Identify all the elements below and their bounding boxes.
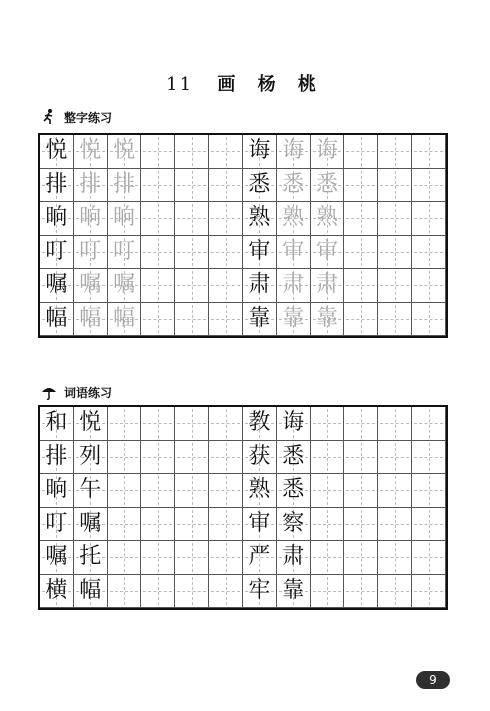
trace-character: 诲	[282, 138, 305, 164]
grid-cell	[378, 236, 412, 270]
trace-character: 悉	[282, 171, 305, 197]
grid-cell	[311, 135, 345, 169]
grid-cell	[378, 202, 412, 236]
grid-cell	[40, 202, 74, 236]
model-character: 悉	[282, 477, 305, 503]
grid-cell	[108, 202, 142, 236]
grid-cell	[412, 135, 446, 169]
model-character: 午	[79, 477, 102, 503]
trace-character: 叮	[113, 238, 136, 264]
trace-character: 靠	[316, 305, 339, 331]
grid-cell	[277, 169, 311, 203]
grid-cell	[243, 135, 277, 169]
grid-cell	[141, 407, 175, 441]
grid-cell	[412, 575, 446, 609]
grid-cell	[277, 202, 311, 236]
grid-cell	[74, 202, 108, 236]
lesson-number: 11	[166, 74, 194, 95]
grid-row	[40, 407, 446, 441]
model-character: 审	[248, 238, 271, 264]
model-character: 悉	[248, 171, 271, 197]
grid-cell	[344, 135, 378, 169]
grid-cell	[108, 441, 142, 475]
model-character: 察	[282, 510, 305, 536]
grid-cell	[243, 508, 277, 542]
model-character: 熟	[248, 205, 271, 231]
runner-icon	[40, 108, 58, 126]
page-number: 9	[416, 671, 450, 689]
grid-cell	[175, 441, 209, 475]
grid-cell	[74, 303, 108, 337]
grid-cell	[175, 508, 209, 542]
grid-cell	[311, 508, 345, 542]
grid-cell	[141, 541, 175, 575]
grid-cell	[108, 135, 142, 169]
grid-cell	[209, 441, 243, 475]
grid-cell	[344, 474, 378, 508]
grid-cell	[141, 303, 175, 337]
grid-cell	[74, 474, 108, 508]
trace-character: 嘱	[113, 272, 136, 298]
umbrella-icon	[40, 383, 58, 401]
grid-cell	[277, 303, 311, 337]
lesson-title	[0, 70, 490, 96]
model-character: 肃	[282, 544, 305, 570]
model-character: 晌	[45, 477, 68, 503]
grid-cell	[175, 202, 209, 236]
grid-cell	[311, 269, 345, 303]
model-character: 排	[45, 171, 68, 197]
model-character: 横	[45, 577, 68, 603]
grid-cell	[175, 474, 209, 508]
model-character: 晌	[45, 205, 68, 231]
grid-cell	[108, 236, 142, 270]
grid-cell	[378, 541, 412, 575]
grid-cell	[175, 575, 209, 609]
grid-cell	[175, 303, 209, 337]
grid-cell	[378, 441, 412, 475]
grid-cell	[209, 269, 243, 303]
grid-cell	[74, 407, 108, 441]
grid-cell	[141, 202, 175, 236]
grid-cell	[344, 575, 378, 609]
grid-cell	[74, 508, 108, 542]
grid-cell	[74, 269, 108, 303]
grid-cell	[243, 407, 277, 441]
model-character: 肃	[248, 272, 271, 298]
grid-row	[40, 474, 446, 508]
model-character: 教	[248, 410, 271, 436]
grid-row	[40, 135, 446, 169]
model-character: 嘱	[45, 272, 68, 298]
grid-cell	[378, 508, 412, 542]
grid-cell	[243, 541, 277, 575]
model-character: 严	[248, 544, 271, 570]
grid-cell	[209, 575, 243, 609]
grid-cell	[209, 541, 243, 575]
section-character-practice	[40, 108, 112, 126]
title-word: 杨	[257, 74, 278, 95]
grid-cell	[74, 236, 108, 270]
grid-row	[40, 575, 446, 609]
trace-character: 审	[316, 238, 339, 264]
grid-cell	[344, 236, 378, 270]
trace-character: 幅	[79, 305, 102, 331]
grid-cell	[40, 303, 74, 337]
section-word-practice	[40, 383, 112, 401]
model-character: 嘱	[79, 510, 102, 536]
trace-character: 熟	[282, 205, 305, 231]
grid-cell	[277, 474, 311, 508]
trace-character: 悉	[316, 171, 339, 197]
grid-cell	[175, 269, 209, 303]
grid-cell	[40, 269, 74, 303]
grid-cell	[412, 441, 446, 475]
grid-cell	[141, 575, 175, 609]
grid-cell	[311, 303, 345, 337]
trace-character: 诲	[316, 138, 339, 164]
grid-cell	[243, 441, 277, 475]
trace-character: 晌	[79, 205, 102, 231]
grid-cell	[412, 407, 446, 441]
grid-cell	[175, 169, 209, 203]
grid-cell	[243, 575, 277, 609]
grid-cell	[378, 407, 412, 441]
grid-cell	[175, 407, 209, 441]
grid-row	[40, 441, 446, 475]
grid-cell	[108, 508, 142, 542]
grid-cell	[243, 202, 277, 236]
grid-cell	[378, 169, 412, 203]
model-character: 悦	[79, 410, 102, 436]
grid-cell	[311, 541, 345, 575]
trace-character: 悦	[113, 138, 136, 164]
grid-cell	[74, 441, 108, 475]
grid-cell	[311, 575, 345, 609]
grid-cell	[74, 135, 108, 169]
model-character: 幅	[79, 577, 102, 603]
grid-row	[40, 541, 446, 575]
grid-cell	[209, 236, 243, 270]
grid-row	[40, 303, 446, 337]
section-label: 词语练习	[64, 385, 113, 400]
word-practice-grid	[38, 405, 448, 610]
model-character: 靠	[248, 305, 271, 331]
grid-cell	[412, 202, 446, 236]
grid-cell	[344, 508, 378, 542]
grid-cell	[40, 541, 74, 575]
grid-cell	[277, 541, 311, 575]
grid-cell	[243, 303, 277, 337]
character-practice-grid	[38, 133, 448, 338]
grid-cell	[412, 236, 446, 270]
grid-cell	[40, 135, 74, 169]
grid-cell	[141, 169, 175, 203]
trace-character: 靠	[282, 305, 305, 331]
grid-cell	[141, 236, 175, 270]
grid-cell	[311, 474, 345, 508]
title-word: 画	[217, 74, 238, 95]
grid-cell	[243, 169, 277, 203]
grid-cell	[412, 508, 446, 542]
grid-cell	[175, 541, 209, 575]
grid-cell	[311, 407, 345, 441]
grid-cell	[344, 541, 378, 575]
grid-cell	[243, 236, 277, 270]
grid-cell	[277, 269, 311, 303]
grid-cell	[344, 202, 378, 236]
grid-cell	[378, 135, 412, 169]
grid-row	[40, 236, 446, 270]
trace-character: 排	[113, 171, 136, 197]
grid-cell	[209, 202, 243, 236]
trace-character: 叮	[79, 238, 102, 264]
grid-cell	[277, 236, 311, 270]
model-character: 幅	[45, 305, 68, 331]
grid-cell	[74, 169, 108, 203]
trace-character: 嘱	[79, 272, 102, 298]
grid-cell	[412, 169, 446, 203]
grid-cell	[40, 474, 74, 508]
trace-character: 熟	[316, 205, 339, 231]
trace-character: 肃	[316, 272, 339, 298]
grid-cell	[141, 441, 175, 475]
grid-cell	[378, 575, 412, 609]
grid-cell	[175, 236, 209, 270]
model-character: 和	[45, 410, 68, 436]
grid-cell	[209, 303, 243, 337]
trace-character: 审	[282, 238, 305, 264]
grid-cell	[412, 303, 446, 337]
grid-cell	[175, 135, 209, 169]
grid-cell	[108, 303, 142, 337]
grid-cell	[277, 135, 311, 169]
grid-cell	[412, 474, 446, 508]
trace-character: 悦	[79, 138, 102, 164]
grid-cell	[378, 474, 412, 508]
grid-cell	[277, 508, 311, 542]
model-character: 审	[248, 510, 271, 536]
grid-cell	[74, 575, 108, 609]
grid-cell	[141, 474, 175, 508]
grid-cell	[108, 575, 142, 609]
model-character: 靠	[282, 577, 305, 603]
grid-cell	[378, 303, 412, 337]
model-character: 诲	[282, 410, 305, 436]
grid-cell	[40, 441, 74, 475]
grid-cell	[209, 508, 243, 542]
grid-cell	[412, 269, 446, 303]
grid-cell	[277, 407, 311, 441]
model-character: 嘱	[45, 544, 68, 570]
grid-cell	[108, 474, 142, 508]
grid-cell	[311, 202, 345, 236]
grid-cell	[344, 441, 378, 475]
trace-character: 排	[79, 171, 102, 197]
grid-cell	[108, 541, 142, 575]
grid-cell	[40, 575, 74, 609]
grid-cell	[209, 169, 243, 203]
grid-cell	[344, 269, 378, 303]
grid-row	[40, 169, 446, 203]
grid-cell	[108, 169, 142, 203]
grid-cell	[311, 441, 345, 475]
model-character: 诲	[248, 138, 271, 164]
model-character: 悦	[45, 138, 68, 164]
grid-cell	[412, 541, 446, 575]
grid-cell	[311, 169, 345, 203]
trace-character: 晌	[113, 205, 136, 231]
model-character: 列	[79, 443, 102, 469]
grid-cell	[344, 407, 378, 441]
grid-cell	[378, 269, 412, 303]
model-character: 悉	[282, 443, 305, 469]
model-character: 获	[248, 443, 271, 469]
grid-cell	[141, 508, 175, 542]
grid-cell	[277, 441, 311, 475]
grid-cell	[209, 135, 243, 169]
grid-cell	[108, 407, 142, 441]
model-character: 托	[79, 544, 102, 570]
model-character: 排	[45, 443, 68, 469]
model-character: 熟	[248, 477, 271, 503]
grid-cell	[344, 169, 378, 203]
model-character: 牢	[248, 577, 271, 603]
trace-character: 肃	[282, 272, 305, 298]
grid-cell	[209, 474, 243, 508]
trace-character: 幅	[113, 305, 136, 331]
grid-cell	[243, 269, 277, 303]
grid-cell	[74, 541, 108, 575]
grid-row	[40, 508, 446, 542]
grid-cell	[243, 474, 277, 508]
grid-row	[40, 202, 446, 236]
grid-row	[40, 269, 446, 303]
grid-cell	[311, 236, 345, 270]
model-character: 叮	[45, 510, 68, 536]
grid-cell	[108, 269, 142, 303]
title-word: 桃	[297, 74, 318, 95]
grid-cell	[40, 407, 74, 441]
grid-cell	[40, 236, 74, 270]
grid-cell	[141, 135, 175, 169]
grid-cell	[344, 303, 378, 337]
grid-cell	[40, 169, 74, 203]
grid-cell	[40, 508, 74, 542]
grid-cell	[209, 407, 243, 441]
grid-cell	[277, 575, 311, 609]
grid-cell	[141, 269, 175, 303]
model-character: 叮	[45, 238, 68, 264]
section-label: 整字练习	[64, 110, 113, 125]
